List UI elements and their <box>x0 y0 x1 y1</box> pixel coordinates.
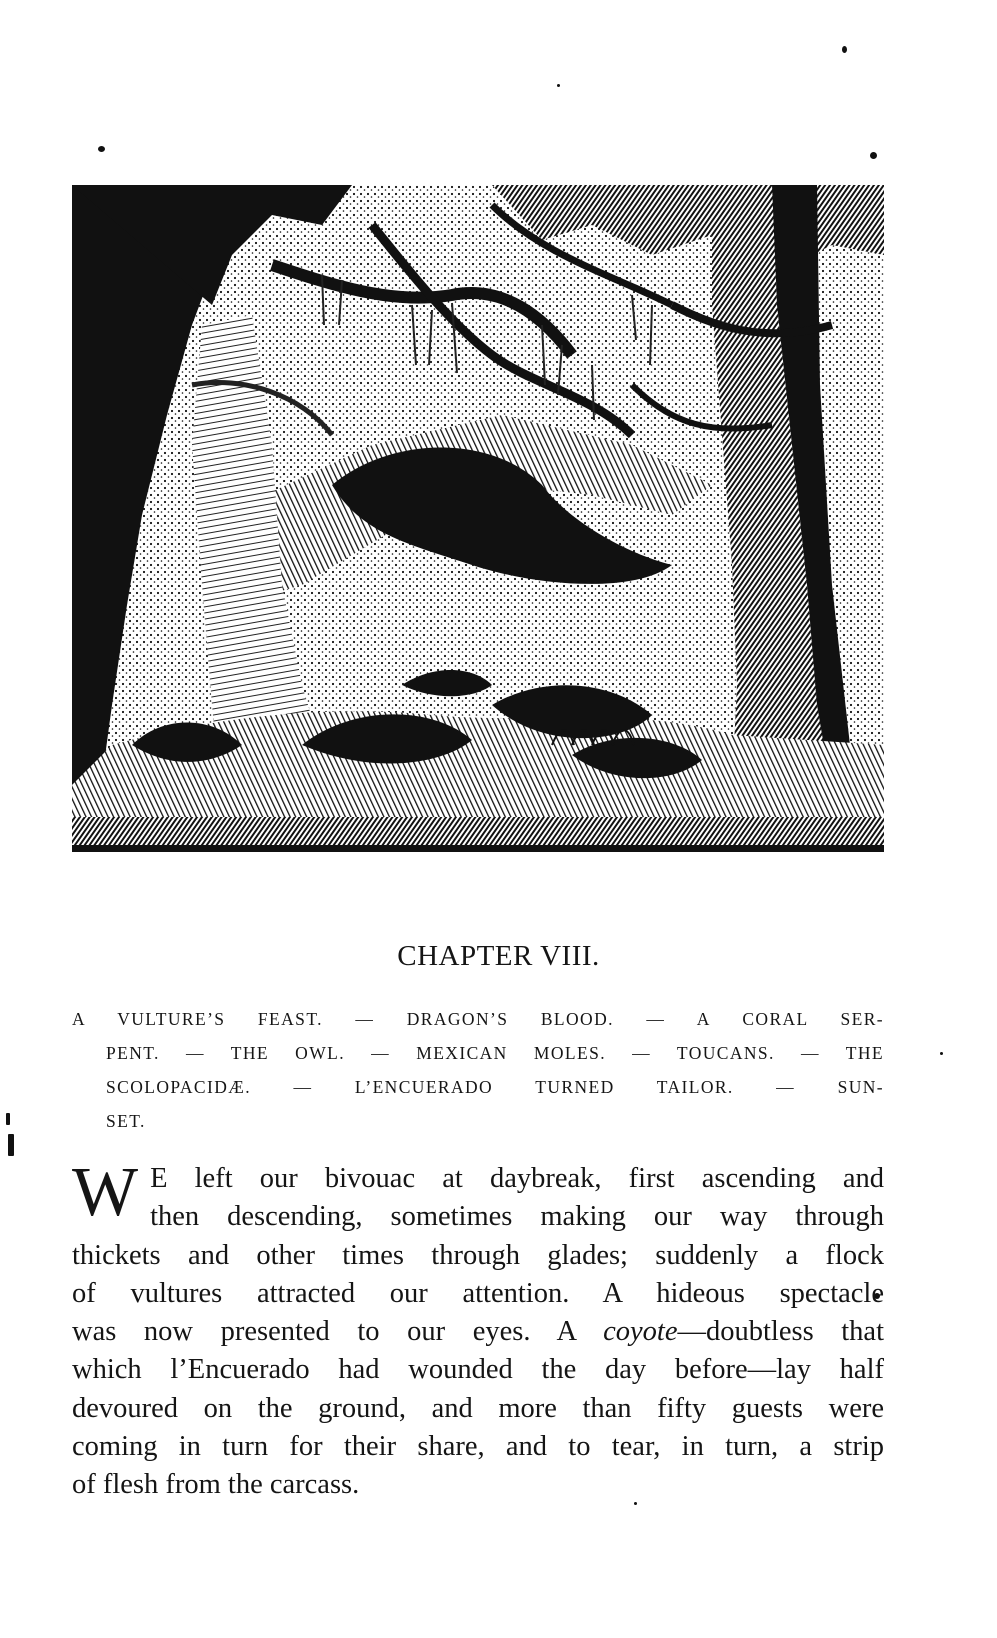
scan-speck <box>8 1134 14 1156</box>
forest-engraving <box>72 185 884 852</box>
text-line: then descending, sometimes making our way through <box>150 1201 884 1233</box>
text-line: of flesh from the carcass. <box>72 1469 360 1501</box>
text-run: was now presented to our eyes. A <box>72 1316 604 1348</box>
scan-speck <box>842 46 847 53</box>
text-line: E left our bivouac at daybreak, first ascending and <box>150 1163 884 1194</box>
engraving-picture <box>72 185 884 852</box>
text-run: —doubtless that <box>677 1316 884 1348</box>
text-line: coming in turn for their share, and to tear, in turn, a strip <box>72 1431 884 1463</box>
chapter-title: CHAPTER VIII. <box>397 940 600 972</box>
italic-word: coyote <box>603 1316 678 1348</box>
text-line: devoured on the ground, and more than fifty guests were <box>72 1392 884 1424</box>
scan-speck <box>98 146 105 152</box>
text-line <box>72 1313 884 1351</box>
synopsis-line: SET. <box>106 1111 146 1131</box>
synopsis-line: A VULTURE’S FEAST. — DRAGON’S BLOOD. — A CORAL SER- <box>72 1009 884 1029</box>
text-line: of vultures attracted our attention. A hideous spectacle <box>72 1277 884 1309</box>
synopsis-line: PENT. — THE OWL. — MEXICAN MOLES. — TOUCANS. — THE <box>106 1043 884 1063</box>
scan-speck <box>870 152 877 159</box>
chapter-synopsis <box>72 1002 884 1138</box>
scan-speck <box>6 1113 10 1125</box>
text-line: which l’Encuerado had wounded the day before—lay half <box>72 1354 884 1386</box>
synopsis-line: SCOLOPACIDÆ. — L’ENCUERADO TURNED TAILOR. — SUN- <box>106 1077 884 1097</box>
scan-speck <box>557 84 560 87</box>
scan-speck <box>940 1052 943 1055</box>
text-line: thickets and other times through glades; suddenly a flock <box>72 1239 884 1271</box>
body-paragraph <box>72 1154 884 1505</box>
drop-cap: W <box>72 1154 139 1231</box>
